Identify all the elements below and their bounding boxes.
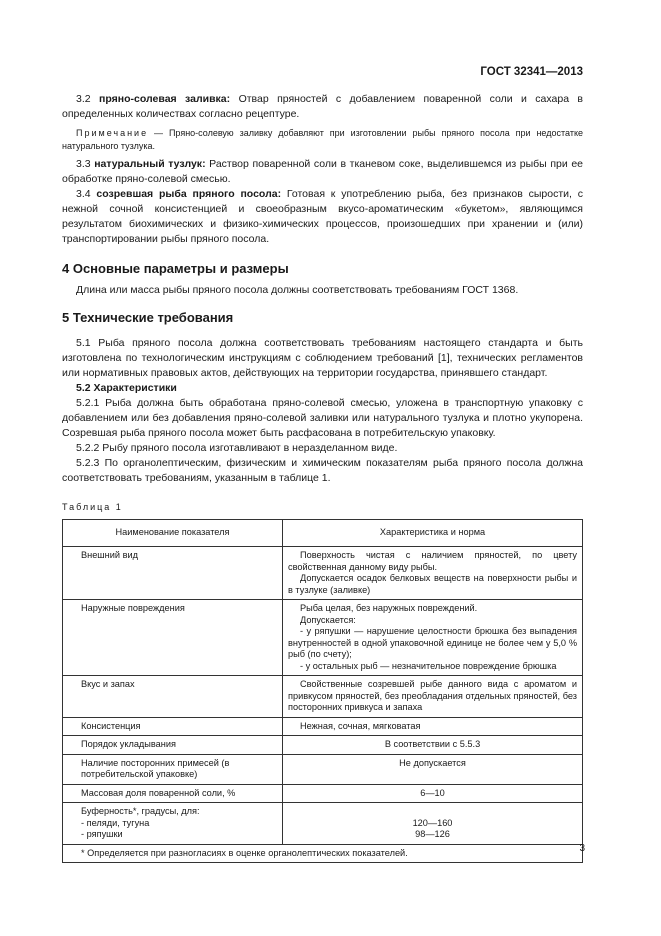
page-number: 3 (579, 843, 585, 854)
clause-5-2-2: 5.2.2 Рыбу пряного посола изготавливают в неразделанном виде. (76, 442, 398, 454)
indicator-name: Массовая доля поваренной соли, % (63, 784, 283, 803)
clause-3-2 (62, 92, 583, 122)
indicator-name: Консистенция (63, 717, 283, 736)
note (62, 127, 583, 152)
table-row (63, 600, 583, 676)
clause-5-2-1: 5.2.1 Рыба должна быть обработана пряно-солевой смесью, уложена в транспортную упаковку с добавлением или без добавления пряно-солевой заливки или натурального тузлука и плотно укупорена. Созревшая рыба пряного посола может быть расфасована в потребительскую упаковку. (62, 397, 583, 439)
table-row (63, 803, 583, 845)
clause-number: 3.3 (76, 158, 91, 170)
table-footnote-row (63, 844, 583, 863)
column-header: Наименование показателя (63, 520, 283, 547)
table-row (63, 784, 583, 803)
definition: Раствор поваренной соли в тканевом соке, выделившемся из рыбы при ее обработке пряно-солевой смесью. (62, 158, 583, 185)
indicator-value: Не допускается (283, 754, 583, 784)
indicator-value: В соответствии с 5.5.3 (283, 736, 583, 755)
column-header: Характеристика и норма (283, 520, 583, 547)
term: натуральный тузлук: (94, 158, 206, 170)
term: пряно-солевая заливка: (99, 93, 231, 105)
term: созревшая рыба пряного посола: (96, 188, 282, 200)
table-row (63, 547, 583, 600)
document-header: ГОСТ 32341—2013 (480, 66, 583, 78)
indicator-value: Свойственные созревшей рыбе данного вида с ароматом и привкусом пряностей, без преобладания отдельных пряностей, без посторонних привкуса и запаха (283, 676, 583, 718)
section-4-text: Длина или масса рыбы пряного посола должны соответствовать требованиям ГОСТ 1368. (76, 284, 519, 296)
clause-5-2-3: 5.2.3 По органолептическим, физическим и химическим показателям рыба пряного посола должна соответствовать требованиям, указанным в таблице 1. (62, 457, 583, 484)
indicator-value: 120—160 98—126 (283, 803, 583, 845)
section-5-title: 5 Технические требования (62, 310, 234, 325)
clause-number: 3.2 (76, 93, 91, 105)
clause-3-3 (62, 157, 583, 187)
note-label: Примечание (76, 128, 149, 138)
indicator-value: Поверхность чистая с наличием пряностей, по цвету свойственная данному виду рыбы. Допускается осадок белковых веществ на поверхности рыбы и в тузлуке (заливке) (283, 547, 583, 600)
indicator-value: Рыба целая, без наружных повреждений. Допускается: - у ряпушки — нарушение целостности брюшка без выпадения внутренностей в одной упаковочной единице не более чем у 5,0 % рыб (по счету); - у остальных рыб — незначительное повреждение брюшка (283, 600, 583, 676)
definition: Готовая к употреблению рыба, без признаков сырости, с нежной сочной консистенцией и своеобразным вкусо-ароматическим «букетом», являющимся результатом биохимических и физико-химических процессов, произошедших при хранении и (или) транспортировании рыбы пряного посола. (62, 188, 583, 245)
table-footnote: * Определяется при разногласиях в оценке органолептических показателей. (63, 844, 583, 863)
indicator-name: Наружные повреждения (63, 600, 283, 676)
clause-number: 3.4 (76, 188, 91, 200)
indicator-name: Буферность*, градусы, для: - пеляди, тугуна - ряпушки (63, 803, 283, 845)
clause-5-1: 5.1 Рыба пряного посола должна соответствовать требованиям настоящего стандарта и быть изготовлена по технологическим инструкциям с соблюдением требований [1], технических регламентов или нормативных правовых актов, действующих на территории государства, принявшего стандарт. (62, 337, 583, 379)
note-text: — Пряно-солевую заливку добавляют при изготовлении рыбы пряного посола при недостатке натурального тузлука. (62, 128, 583, 151)
table-row (63, 717, 583, 736)
requirements-table (62, 519, 583, 863)
indicator-name: Вкус и запах (63, 676, 283, 718)
clause-5-2-heading: 5.2 Характеристики (76, 382, 177, 394)
definition: Отвар пряностей с добавлением поваренной соли и сахара в определенных количествах согласно рецептуре. (62, 93, 584, 120)
section-4-title: 4 Основные параметры и размеры (62, 261, 289, 276)
indicator-value: 6—10 (283, 784, 583, 803)
table-row (63, 754, 583, 784)
clause-3-4 (62, 187, 583, 247)
indicator-value: Нежная, сочная, мягковатая (283, 717, 583, 736)
table-header-row (63, 520, 583, 547)
table-caption: Таблица 1 (62, 502, 123, 512)
document-body (62, 92, 583, 863)
indicator-name: Порядок укладывания (63, 736, 283, 755)
table-row (63, 676, 583, 718)
indicator-name: Наличие посторонних примесей (в потребительской упаковке) (63, 754, 283, 784)
indicator-name: Внешний вид (63, 547, 283, 600)
table-row (63, 736, 583, 755)
